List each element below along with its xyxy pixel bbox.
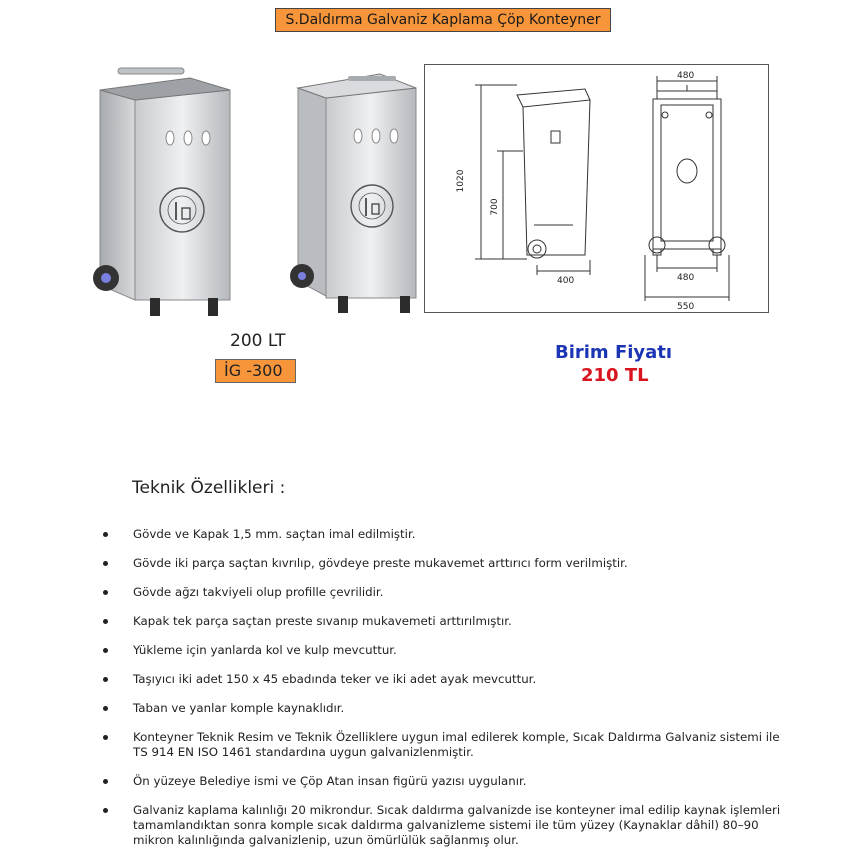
list-item: Galvaniz kaplama kalınlığı 20 mikrondur. Sıcak daldırma galvanizde ise konteyner imal edilip kaynak işlemleri tamamlandıktan sonra komple sıcak daldırma galvanizleme sistemi ile tüm yüzey (Kaynaklar dâhil) 80–90 mikron kalınlığında galvanizlenip, uzun ömürlülük sağlanmış olur. [103, 803, 783, 848]
list-item: Gövde ve Kapak 1,5 mm. saçtan imal edilmiştir. [103, 527, 783, 542]
dim-total-width: 550 [677, 302, 695, 312]
page-title: S.Daldırma Galvaniz Kaplama Çöp Konteyner [275, 8, 611, 32]
list-item: Konteyner Teknik Resim ve Teknik Özelliklere uygun imal edilerek komple, Sıcak Daldırma Galvaniz sistemi ile TS 914 EN ISO 1461 standardına uygun galvanizlenmiştir. [103, 730, 783, 760]
dim-top-width: 480 [677, 71, 695, 81]
specs-heading: Teknik Özellikleri : [132, 478, 286, 498]
list-item: Yükleme için yanlarda kol ve kulp mevcuttur. [103, 643, 783, 658]
list-item: Ön yüzeye Belediye ismi ve Çöp Atan insan figürü yazısı uygulanır. [103, 774, 783, 789]
bullet-dot-icon [103, 590, 108, 595]
container-photo-closed [288, 66, 430, 316]
price-label: Birim Fiyatı [555, 342, 673, 363]
bullet-dot-icon [103, 808, 108, 813]
container-photo-open [90, 60, 250, 320]
bullet-dot-icon [103, 561, 108, 566]
product-code: İG -300 [215, 359, 296, 383]
dim-bottom-width: 480 [677, 273, 695, 283]
bullet-dot-icon [103, 735, 108, 740]
bullet-dot-icon [103, 706, 108, 711]
list-item: Taban ve yanlar komple kaynaklıdır. [103, 701, 783, 716]
dim-height-total: 1020 [456, 169, 466, 193]
bullet-dot-icon [103, 779, 108, 784]
bullet-dot-icon [103, 648, 108, 653]
list-item: Kapak tek parça saçtan preste sıvanıp mukavemeti arttırılmıştır. [103, 614, 783, 629]
capacity-label: 200 LT [230, 331, 286, 351]
dim-height-body: 700 [490, 198, 500, 216]
bullet-dot-icon [103, 677, 108, 682]
list-item: Taşıyıcı iki adet 150 x 45 ebadında teker ve iki adet ayak mevcuttur. [103, 672, 783, 687]
dim-depth: 400 [557, 276, 575, 286]
list-item: Gövde ağzı takviyeli olup profille çevrilidir. [103, 585, 783, 600]
list-item: Gövde iki parça saçtan kıvrılıp, gövdeye preste mukavemet arttırıcı form verilmiştir. [103, 556, 783, 571]
bullet-dot-icon [103, 619, 108, 624]
price-value: 210 TL [581, 365, 649, 386]
bullet-dot-icon [103, 532, 108, 537]
specs-list [103, 527, 783, 848]
technical-drawing [424, 64, 769, 313]
